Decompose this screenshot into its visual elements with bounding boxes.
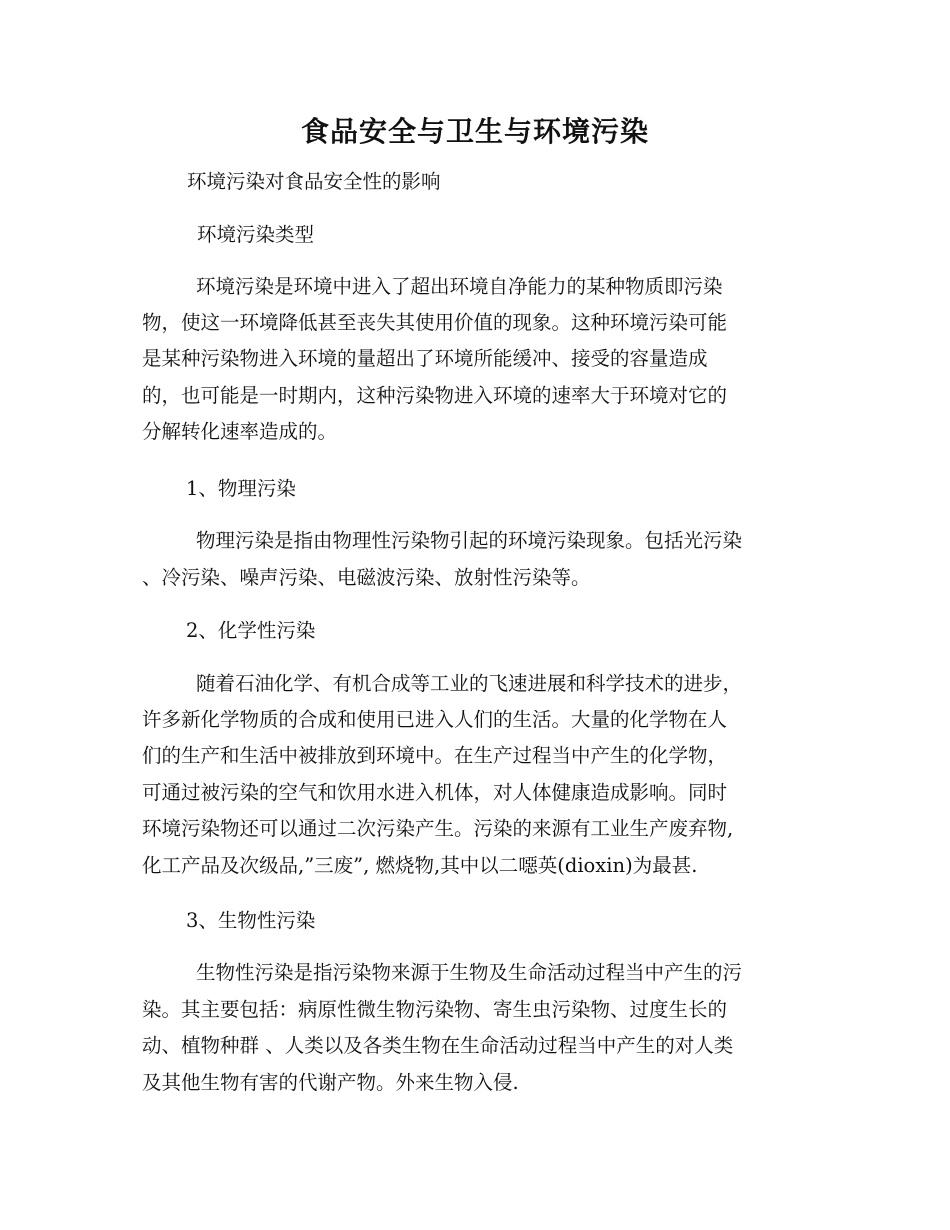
chemical-heading: 2、化学性污染 bbox=[186, 619, 316, 642]
intro-line: 是某种污染物进入环境的量超出了环境所能缓冲、接受的容量造成 bbox=[142, 347, 708, 370]
chemical-line: 化工产品及次级品,”三废”, 燃烧物,其中以二噁英(dioxin)为最甚. bbox=[142, 854, 698, 877]
biological-line: 染。其主要包括：病原性微生物污染物、寄生虫污染物、过度生长的 bbox=[142, 998, 728, 1021]
intro-line: 分解转化速率造成的。 bbox=[142, 420, 338, 443]
intro-line: 环境污染是环境中进入了超出环境自净能力的某种物质即污染 bbox=[196, 275, 723, 298]
intro-line: 的，也可能是一时期内，这种污染物进入环境的速率大于环境对它的 bbox=[142, 384, 728, 407]
biological-heading: 3、生物性污染 bbox=[186, 909, 316, 932]
chemical-line: 环境污染物还可以通过二次污染产生。污染的来源有工业生产废弃物, bbox=[142, 817, 734, 840]
document-title: 食品安全与卫生与环境污染 bbox=[300, 115, 649, 148]
physical-line: 物理污染是指由物理性污染物引起的环境污染现象。包括光污染 bbox=[196, 529, 743, 552]
intro-line: 物，使这一环境降低甚至丧失其使用价值的现象。这种环境污染可能 bbox=[142, 311, 728, 334]
chemical-line: 许多新化学物质的合成和使用已进入人们的生活。大量的化学物在人 bbox=[142, 708, 728, 731]
biological-line: 生物性污染是指污染物来源于生物及生命活动过程当中产生的污 bbox=[196, 961, 743, 984]
chemical-line: 们的生产和生活中被排放到环境中。在生产过程当中产生的化学物， bbox=[142, 744, 728, 767]
physical-heading: 1、物理污染 bbox=[186, 477, 296, 500]
subtitle: 环境污染对食品安全性的影响 bbox=[187, 170, 441, 193]
section-heading: 环境污染类型 bbox=[197, 223, 315, 246]
biological-line: 动、植物种群 、人类以及各类生物在生命活动过程当中产生的对人类 bbox=[142, 1034, 734, 1057]
biological-line: 及其他生物有害的代谢产物。外来生物入侵. bbox=[142, 1071, 519, 1094]
chemical-line: 可通过被污染的空气和饮用水进入机体，对人体健康造成影响。同时 bbox=[142, 781, 728, 804]
chemical-line: 随着石油化学、有机合成等工业的飞速进展和科学技术的进步， bbox=[196, 672, 743, 695]
physical-line: 、冷污染、噪声污染、电磁波污染、放射性污染等。 bbox=[142, 566, 591, 589]
